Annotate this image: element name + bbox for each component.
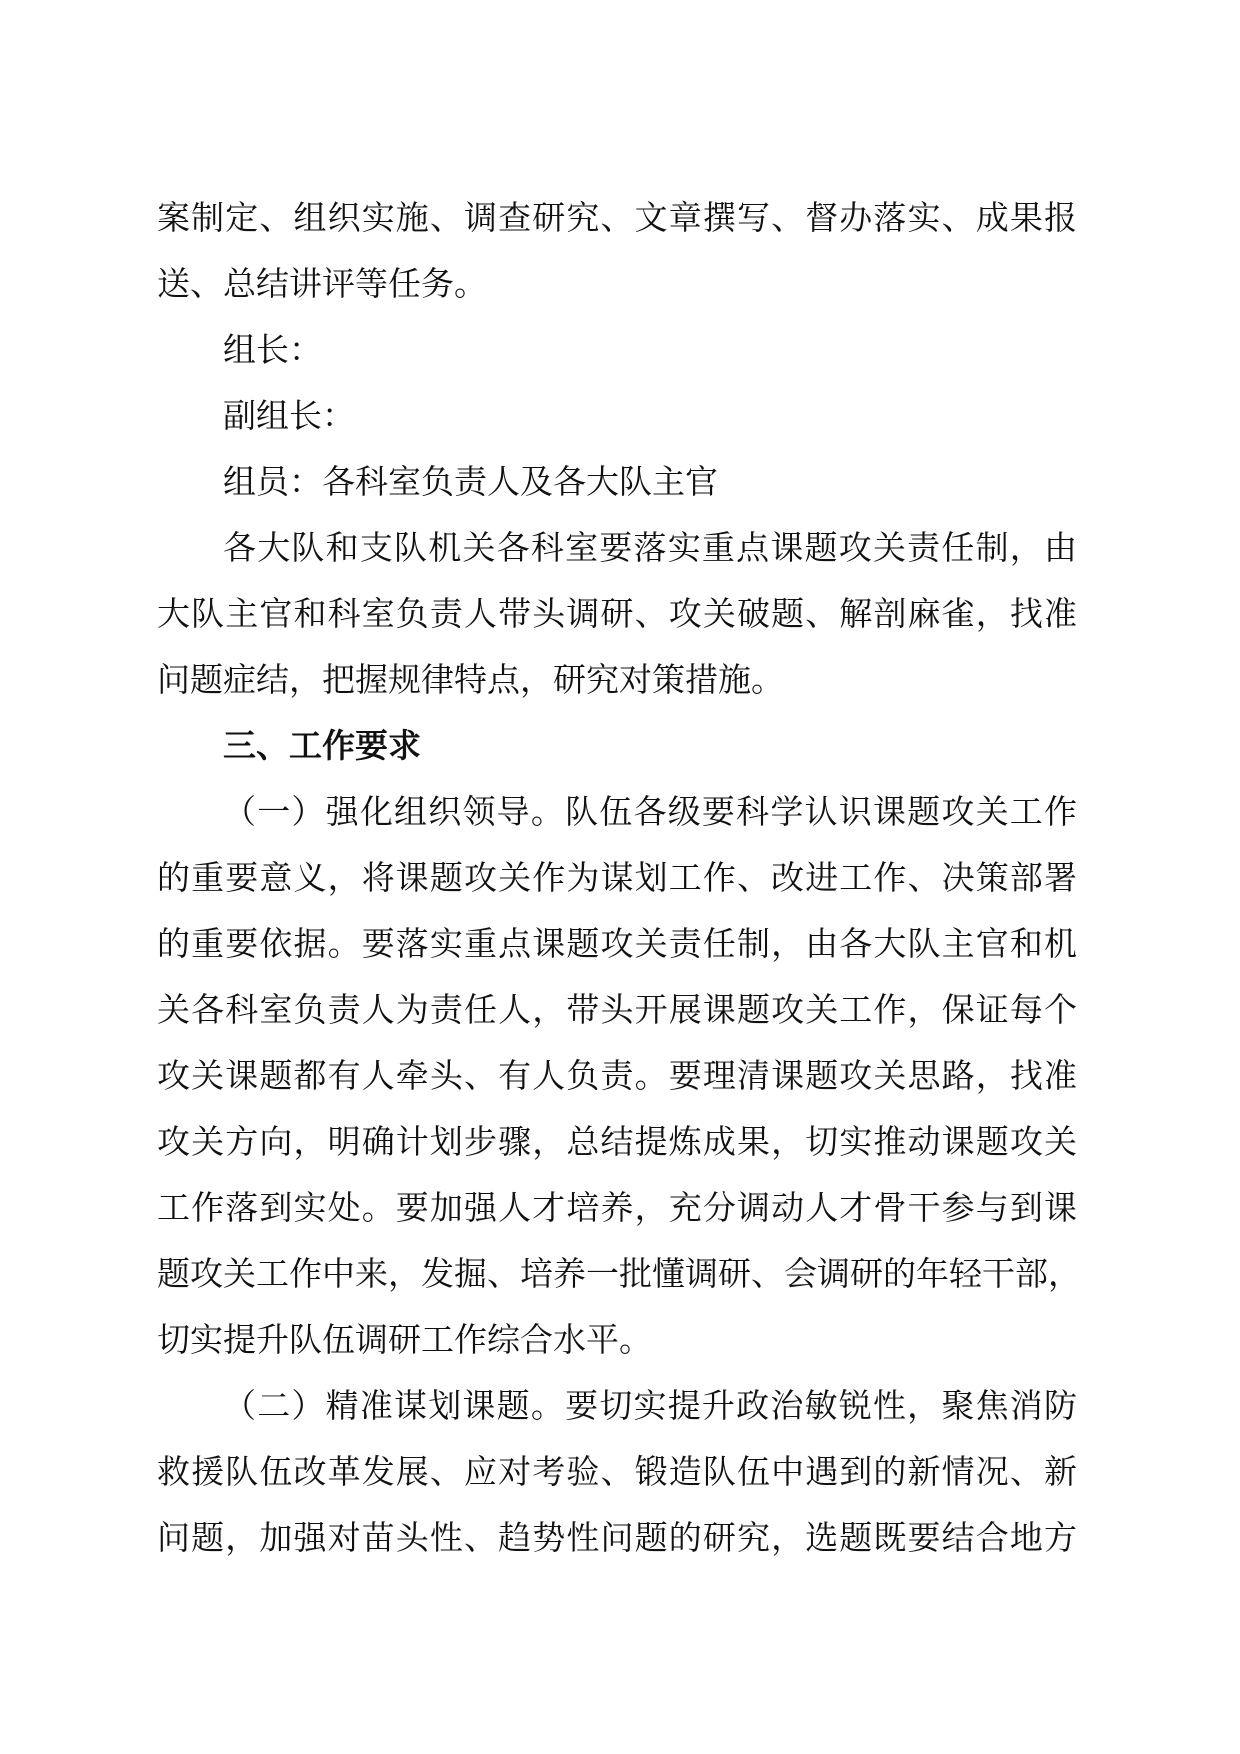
text-line: 各大队和支队机关各科室要落实重点课题攻关责任制，由 [223,528,1077,567]
text-line: 题攻关工作中来，发掘、培养一批懂调研、会调研的年轻干部， [157,1254,1081,1293]
text-line: 送、总结讲评等任务。 [157,264,487,303]
paragraph-organization-leadership [157,779,1081,1373]
text-line: 的重要依据。要落实重点课题攻关责任制，由各大队主官和机 [157,924,1077,963]
paragraph-topic-planning [157,1373,1077,1571]
text-line: 工作落到实处。要加强人才培养，充分调动人才骨干参与到课 [157,1188,1077,1227]
text-line: 攻关方向，明确计划步骤，总结提炼成果，切实推动课题攻关 [157,1122,1077,1161]
text-line: 问题，加强对苗头性、趋势性问题的研究，选题既要结合地方 [157,1518,1077,1557]
members-line: 组员：各科室负责人及各大队主官 [223,462,718,501]
text-line: 案制定、组织实施、调查研究、文章撰写、督办落实、成果报 [157,198,1077,237]
text-line: 攻关课题都有人牵头、有人负责。要理清课题攻关思路，找准 [157,1056,1077,1095]
text-line: （一）强化组织领导。队伍各级要科学认识课题攻关工作 [223,792,1077,831]
text-line: 关各科室负责人为责任人，带头开展课题攻关工作，保证每个 [157,990,1077,1029]
text-line: 的重要意义，将课题攻关作为谋划工作、改进工作、决策部署 [157,858,1077,897]
document-body [157,185,1081,1571]
leader-line: 组长： [223,330,322,369]
text-line: 切实提升队伍调研工作综合水平。 [157,1320,652,1359]
section-heading: 三、工作要求 [223,726,421,765]
text-line: （二）精准谋划课题。要切实提升政治敏锐性，聚焦消防 [223,1386,1077,1425]
text-line: 救援队伍改革发展、应对考验、锻造队伍中遇到的新情况、新 [157,1452,1077,1491]
text-line: 大队主官和科室负责人带头调研、攻关破题、解剖麻雀，找准 [157,594,1077,633]
deputy-leader-line: 副组长： [223,396,355,435]
paragraph-task-scope [157,185,1077,317]
paragraph-responsibility [157,515,1077,713]
text-line: 问题症结，把握规律特点，研究对策措施。 [157,660,784,699]
